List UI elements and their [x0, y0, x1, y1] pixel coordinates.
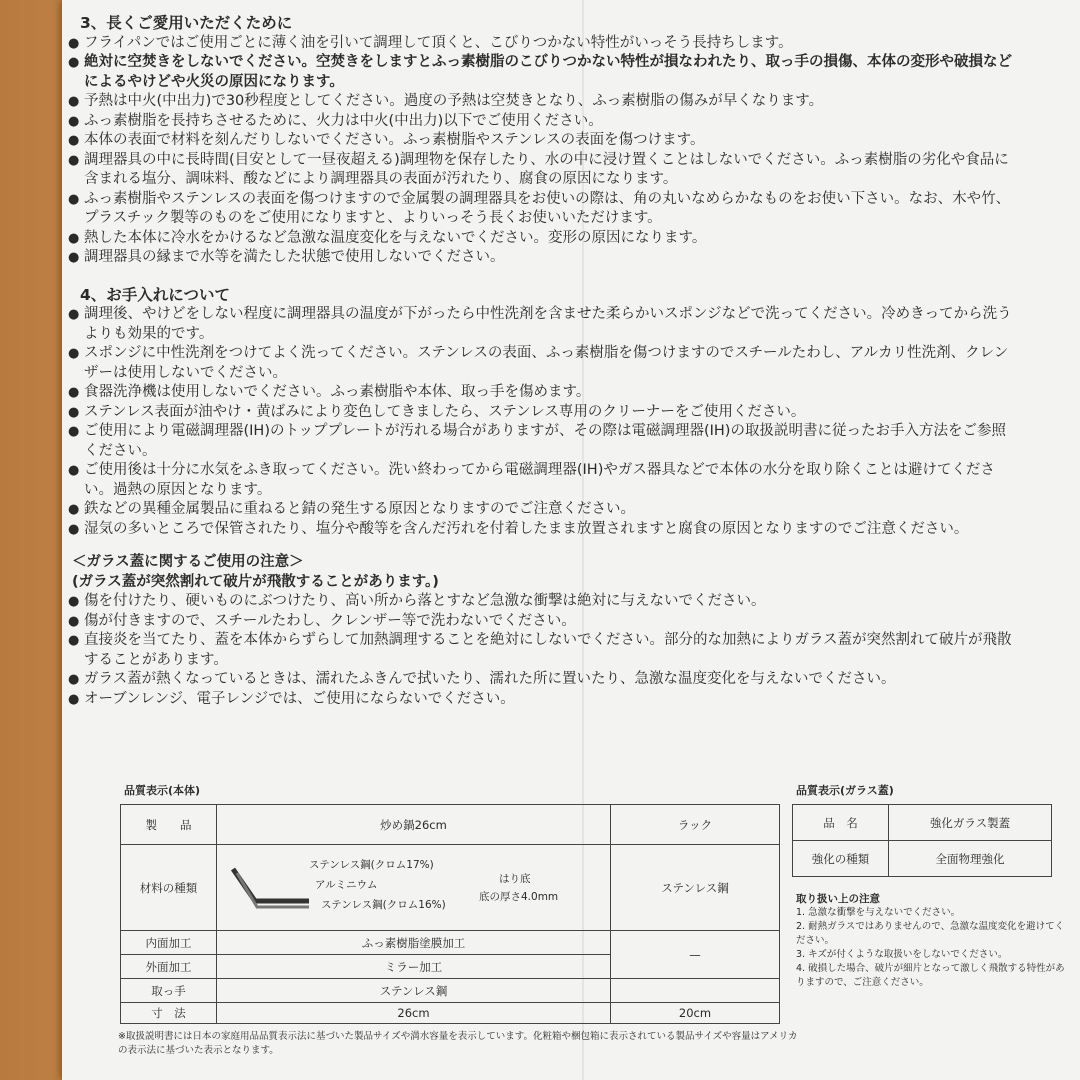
outer-value: ミラー加工	[217, 955, 611, 979]
handle-value: ステンレス鋼	[217, 979, 611, 1003]
handling-title: 取り扱い上の注意	[796, 893, 880, 905]
list-item: 4. 破損した場合、破片が細片となって激しく飛散する特性がありますので、ご注意ください。	[796, 963, 1065, 988]
glass-title: ＜ガラス蓋に関するご使用の注意＞	[72, 554, 304, 570]
outer-label: 外面加工	[121, 955, 217, 979]
material-3: ステンレス鋼(クロム16%)	[321, 898, 446, 911]
list-item: ● 本体の表面で材料を刻んだりしないでください。ふっ素樹脂やステンレスの表面を傷つけます。	[68, 131, 1013, 151]
list-item: ● 直接炎を当てたり、蓋を本体からずらして加熱調理することを絶対にしないでください。部分的な加熱によりガラス蓋が突然割れて破片が飛散することがあります。	[68, 631, 1013, 670]
bottom-type: はり底	[499, 872, 531, 885]
quality-body-table	[120, 804, 780, 1024]
list-item: 3. キズが付くような取扱いをしないでください。	[796, 949, 1008, 960]
list-item: ● ふっ素樹脂やステンレスの表面を傷つけますので金属製の調理器具をお使いの際は、角の丸いなめらかなものをお使い下さい。なお、木や竹、プラスチック製等のものをご使用になりますと、よりいっそう長くお使いいただけます。	[68, 190, 1013, 229]
list-item: ● 湿気の多いところで保管されたり、塩分や酸等を含んだ汚れを付着したまま放置されますと腐食の原因となりますのでご注意ください。	[68, 520, 1013, 540]
product-value: 炒め鍋26cm	[217, 805, 611, 845]
material-2: アルミニウム	[315, 878, 378, 891]
pan-cross-section-icon	[229, 861, 319, 921]
list-item: ● 絶対に空焚きをしないでください。空焚きをしますとふっ素樹脂のこびりつかない特性が損なわれたり、取っ手の損傷、本体の変形や破損などによるやけどや火災の原因になります。	[68, 53, 1013, 92]
section4-title: 4、お手入れについて	[80, 285, 230, 304]
handling-notes	[796, 892, 1066, 990]
list-item: ● ガラス蓋が熱くなっているときは、濡れたふきんで拭いたり、濡れた所に置いたり、急激な温度変化を与えないでください。	[68, 670, 1013, 690]
list-item: ● 調理後、やけどをしない程度に調理器具の温度が下がったら中性洗剤を含ませた柔らかいスポンジなどで洗ってください。冷めきってから洗うよりも効果的です。	[68, 305, 1013, 344]
list-item: ● ご使用により電磁調理器(IH)のトッププレートが汚れる場合がありますが、その際は電磁調理器(IH)の取扱説明書に従ったお手入方法をご参照ください。	[68, 422, 1013, 461]
glass-type-label: 強化の種類	[793, 841, 889, 877]
quality-glass-title: 品質表示(ガラス蓋)	[796, 784, 894, 797]
quality-body-title: 品質表示(本体)	[124, 784, 201, 797]
glass-name-value: 強化ガラス製蓋	[889, 805, 1052, 841]
section3-title: 3、長くご愛用いただくために	[80, 14, 293, 32]
material-1: ステンレス鋼(クロム17%)	[309, 858, 434, 871]
material-label: 材料の種類	[121, 845, 217, 931]
glass-type-value: 全面物理強化	[889, 841, 1052, 877]
glass-name-label: 品 名	[793, 805, 889, 841]
material-diagram	[217, 845, 611, 931]
handle-label: 取っ手	[121, 979, 217, 1003]
list-item: ● 傷を付けたり、硬いものにぶつけたり、高い所から落とすなど急激な衝撃は絶対に与えないでください。	[68, 592, 1013, 612]
bottom-thickness: 底の厚さ4.0mm	[479, 890, 559, 903]
size-value: 26cm	[217, 1003, 611, 1024]
list-item: ● 調理器具の縁まで水等を満たした状態で使用しないでください。	[68, 248, 1013, 268]
product-label: 製 品	[121, 805, 217, 845]
rack-dash: —	[611, 931, 780, 979]
list-item: ● 予熱は中火(中出力)で30秒程度としてください。過度の予熱は空焚きとなり、ふっ素樹脂の傷みが早くなります。	[68, 92, 1013, 112]
list-item: 2. 耐熱ガラスではありませんので、急激な温度変化を避けてください。	[796, 921, 1065, 946]
rack-size: 20cm	[611, 1003, 780, 1024]
list-item: ● フライパンではご使用ごとに薄く油を引いて調理して頂くと、こびりつかない特性がいっそう長持ちします。	[68, 34, 1013, 54]
glass-subtitle: (ガラス蓋が突然割れて破片が飛散することがあります。)	[72, 573, 439, 590]
list-item: ● ご使用後は十分に水気をふき取ってください。洗い終わってから電磁調理器(IH)やガス器具などで本体の水分を取り除くことは避けてください。過熱の原因となります。	[68, 461, 1013, 500]
list-item: ● 傷が付きますので、スチールたわし、クレンザー等で洗わないでください。	[68, 612, 1013, 632]
list-item: ● ふっ素樹脂を長持ちさせるために、火力は中火(中出力)以下でご使用ください。	[68, 112, 1013, 132]
footnote: ※取扱説明書には日本の家庭用品品質表示法に基づいた製品サイズや満水容量を表示しています。化粧箱や梱包箱に表示されている製品サイズや容量はアメリカの表示法に基づいた表示となります。	[118, 1031, 798, 1056]
list-item: ● 食器洗浄機は使用しないでください。ふっ素樹脂や本体、取っ手を傷めます。	[68, 383, 1013, 403]
list-item: ● 鉄などの異種金属製品に重ねると錆の発生する原因となりますのでご注意ください。	[68, 500, 1013, 520]
list-item: ● オーブンレンジ、電子レンジでは、ご使用にならないでください。	[68, 690, 1013, 710]
instructions-text	[68, 10, 1013, 709]
list-item: ● 熱した本体に冷水をかけるなど急激な温度変化を与えないでください。変形の原因になります。	[68, 229, 1013, 249]
list-item: ● 調理器具の中に長時間(目安として一昼夜超える)調理物を保存したり、水の中に浸け置くことはしないでください。ふっ素樹脂の劣化や食品に含まれる塩分、調味料、酸などにより調理器具の表面が汚れたり、腐食の原因になります。	[68, 151, 1013, 190]
list-item: ● ステンレス表面が油やけ・黄ばみにより変色してきましたら、ステンレス専用のクリーナーをご使用ください。	[68, 403, 1013, 423]
quality-glass-table	[792, 804, 1052, 877]
inner-value: ふっ素樹脂塗膜加工	[217, 931, 611, 955]
rack-label: ラック	[611, 805, 780, 845]
list-item: ● スポンジに中性洗剤をつけてよく洗ってください。ステンレスの表面、ふっ素樹脂を傷つけますのでスチールたわし、アルカリ性洗剤、クレンザーは使用しないでください。	[68, 344, 1013, 383]
size-label: 寸 法	[121, 1003, 217, 1024]
rack-material: ステンレス鋼	[611, 845, 780, 931]
inner-label: 内面加工	[121, 931, 217, 955]
list-item: 1. 急激な衝撃を与えないでください。	[796, 907, 961, 918]
